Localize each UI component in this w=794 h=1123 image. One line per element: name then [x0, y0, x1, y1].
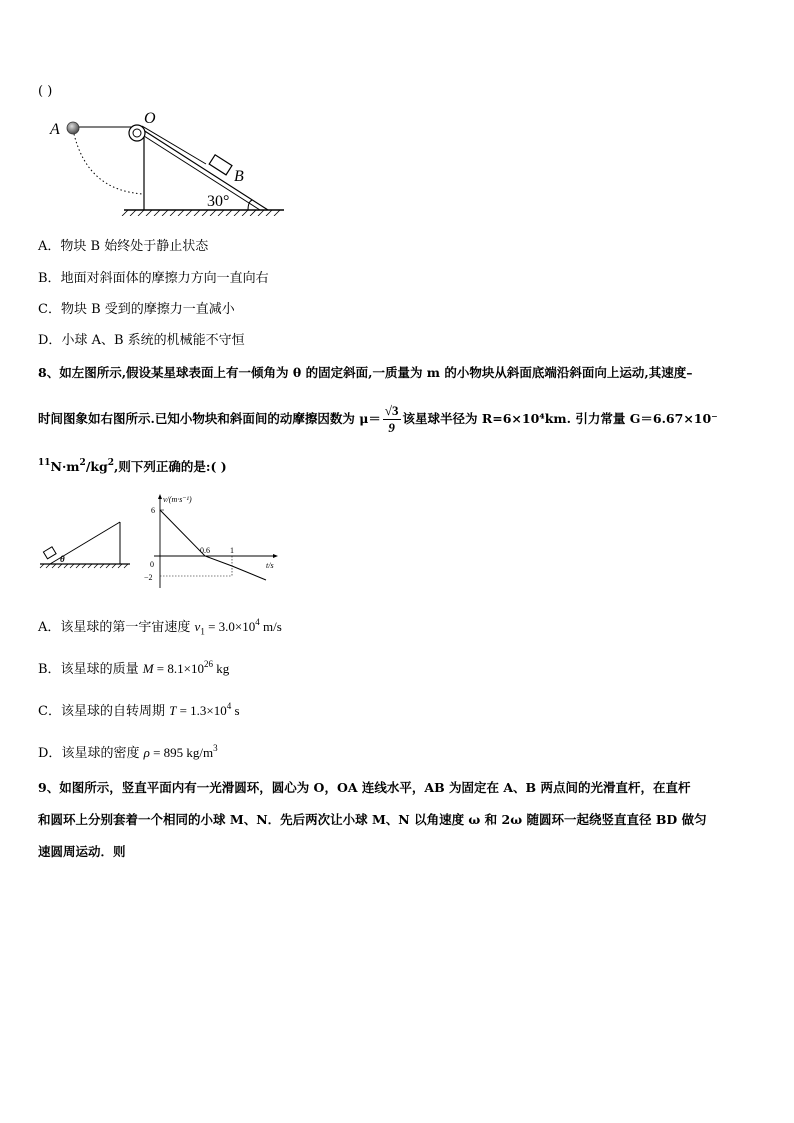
- label-angle: 30°: [207, 193, 230, 210]
- incline-surface: [140, 128, 268, 210]
- q8-incline-figure: [38, 516, 138, 576]
- incline-angle-label: θ: [60, 554, 65, 564]
- ground-hatch: [122, 210, 280, 216]
- q8-line-1: 8、如左图所示,假设某星球表面上有一倾角为 θ 的固定斜面,一质量为 m 的小物块从斜面底端沿斜面向上运动,其速度–: [38, 365, 693, 380]
- q7-option-b[interactable]: B．地面对斜面体的摩擦力方向一直向右: [38, 271, 269, 286]
- q8-vt-graph: [140, 492, 290, 592]
- q8-line-3: $^{11}N\cdot m^2/kg^2$,则下列正确的是:( ): [38, 458, 227, 474]
- q8-option-b[interactable]: B．该星球的质量 $M = 8.1\times 10^{26}$ kg: [38, 659, 230, 677]
- tick-6: 6: [151, 506, 155, 515]
- tick-06: 0.6: [200, 546, 210, 555]
- label-a: A: [50, 121, 60, 138]
- q8-option-d[interactable]: D．该星球的密度 ρ = 895 $kg/m^3$: [38, 743, 218, 761]
- q9-line-1: 9、如图所示，竖直平面内有一光滑圆环，圆心为 O，OA 连线水平，AB 为固定在 A、B 两点间的光滑直杆，在直杆: [38, 780, 691, 795]
- q7-figure: [40, 106, 300, 216]
- graph-xlabel: t/s: [266, 561, 274, 570]
- tick-0: 0: [150, 560, 154, 569]
- tick-neg2: −2: [144, 573, 153, 582]
- ball-a-icon: [67, 122, 79, 134]
- q7-option-d[interactable]: D．小球 A、B 系统的机械能不守恒: [38, 333, 245, 348]
- velocity-line: [160, 510, 266, 580]
- small-block-icon: [43, 547, 56, 559]
- q8-option-c[interactable]: C．该星球的自转周期 $T = 1.3\times 10^4$ s: [38, 701, 240, 719]
- q8-option-a[interactable]: A．该星球的第一宇宙速度 $v_1 = 3.0\times 10^4$ m/s: [38, 617, 282, 637]
- swing-path: [74, 134, 144, 194]
- q8-line-2: 时间图象如右图所示.已知小物块和斜面间的动摩擦因数为 μ＝ $\frac{√3}{9}$ 该星球半径为 R=6×10⁴km. 引力常量 G＝6.67×10⁻: [38, 403, 718, 435]
- q9-line-2: 和圆环上分别套着一个相同的小球 M、N．先后两次让小球 M、N 以角速度 ω 和 2ω 随圆环一起绕竖直直径 BD 做匀: [38, 812, 707, 827]
- q9-line-3: 速圆周运动．则: [38, 844, 126, 859]
- q7-option-c[interactable]: C．物块 B 受到的摩擦力一直减小: [38, 302, 235, 317]
- block-b-icon: [209, 155, 232, 175]
- q7-option-a[interactable]: A．物块 B 始终处于静止状态: [38, 239, 209, 254]
- label-o: O: [144, 110, 156, 127]
- q7-answer-bracket: ( ): [38, 84, 53, 99]
- mu-fraction: $\frac{√3}{9}$: [384, 403, 399, 435]
- tick-1: 1: [230, 546, 234, 555]
- label-b: B: [234, 168, 244, 185]
- graph-ylabel: v/(m·s⁻¹): [163, 495, 192, 504]
